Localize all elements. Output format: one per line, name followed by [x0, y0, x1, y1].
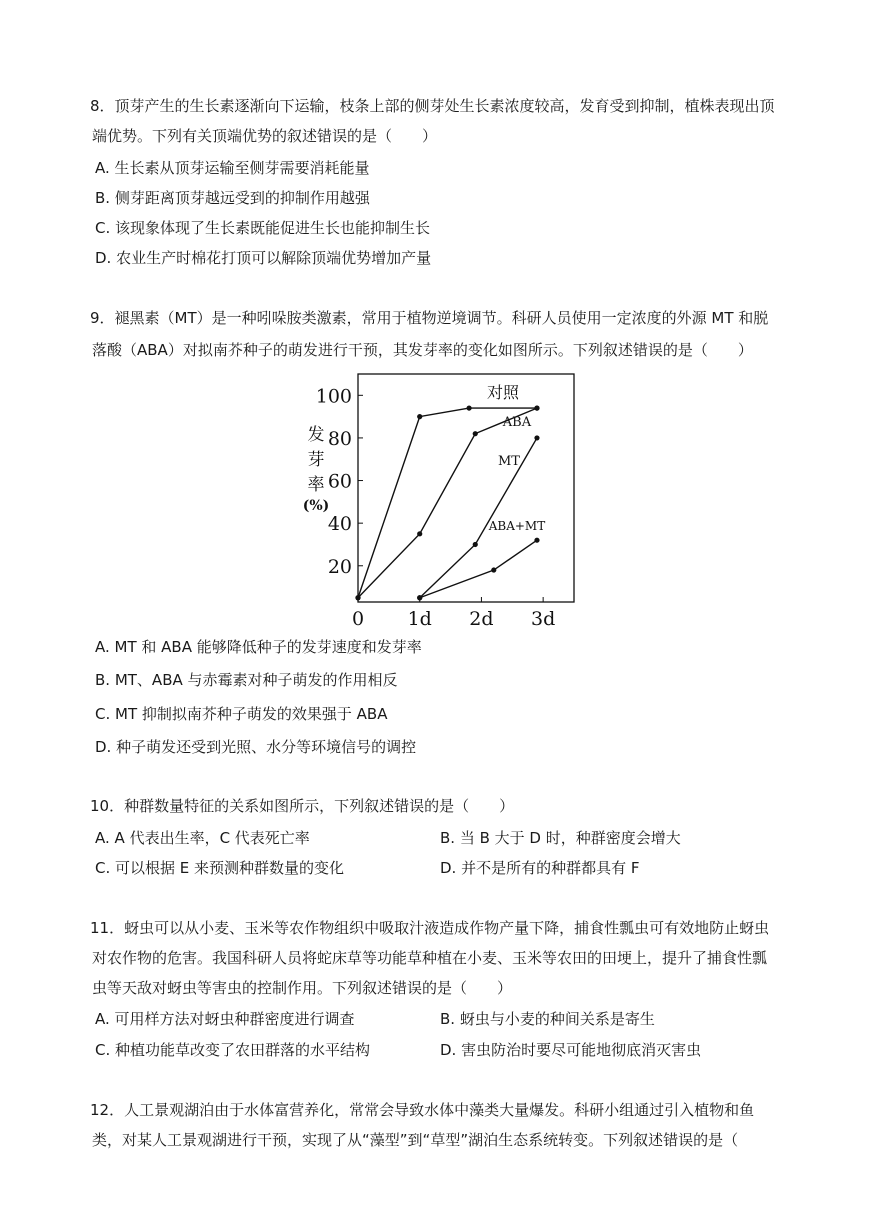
y-tick-label: 20 — [327, 555, 352, 578]
q8-option-a: A. 生长素从顶芽运输至侧芽需要消耗能量 — [95, 159, 370, 177]
q12-stem-line-2: 类，对某人工景观湖进行干预，实现了从“藻型”到“草型”湖泊生态系统转变。下列叙述错误的是（ — [92, 1131, 739, 1149]
x-tick-label: 3d — [531, 608, 556, 630]
series-line-1 — [358, 408, 537, 598]
q9-option-d: D. 种子萌发还受到光照、水分等环境信号的调控 — [95, 738, 417, 756]
q10-option-a: A. A 代表出生率，C 代表死亡率 — [95, 829, 310, 847]
x-tick-label: 2d — [469, 608, 494, 630]
data-point — [417, 531, 422, 536]
data-point — [417, 414, 422, 419]
q10-option-d: D. 并不是所有的种群都具有 F — [440, 859, 640, 877]
data-point — [473, 542, 478, 547]
q9-option-a: A. MT 和 ABA 能够降低种子的发芽速度和发芽率 — [95, 638, 422, 656]
series-label: ABA — [502, 415, 532, 431]
y-axis-label-part: 率 — [307, 475, 325, 495]
x-tick-label: 0 — [351, 608, 365, 630]
data-point — [534, 435, 539, 440]
y-tick-label: 80 — [327, 427, 352, 450]
y-tick-label: 60 — [327, 470, 352, 493]
data-point — [466, 405, 471, 410]
y-tick-label: 40 — [327, 513, 352, 536]
q11-option-c: C. 种植功能草改变了农田群落的水平结构 — [95, 1041, 371, 1059]
q11-option-d: D. 害虫防治时要尽可能地彻底消灭害虫 — [440, 1041, 702, 1059]
q10-stem: 10．种群数量特征的关系如图所示，下列叙述错误的是（ ） — [90, 797, 515, 815]
q8-stem-line-2: 端优势。下列有关顶端优势的叙述错误的是（ ） — [92, 127, 438, 145]
y-axis-label-part: 发 — [307, 425, 325, 445]
data-point — [491, 567, 496, 572]
data-point — [417, 595, 422, 600]
q11-stem-line-3: 虫等天敌对蚜虫等害虫的控制作用。下列叙述错误的是（ ） — [92, 979, 513, 997]
series-line-3 — [420, 540, 537, 598]
data-point — [534, 405, 539, 410]
series-lines — [358, 408, 537, 598]
x-tick-label: 1d — [407, 608, 432, 630]
series-label: 对照 — [486, 383, 519, 403]
q11-stem-line-1: 11．蚜虫可以从小麦、玉米等农作物组织中吸取汁液造成作物产量下降，捕食性瓢虫可有效地防止蚜虫 — [90, 919, 770, 937]
q10-option-c: C. 可以根据 E 来预测种群数量的变化 — [95, 859, 345, 877]
series-label: MT — [497, 453, 520, 469]
germination-rate-chart — [290, 370, 590, 635]
series-label: ABA+MT — [488, 519, 546, 534]
q9-option-c: C. MT 抑制拟南芥种子萌发的效果强于 ABA — [95, 705, 388, 723]
q8-option-b: B. 侧芽距离顶芽越远受到的抑制作用越强 — [95, 189, 370, 207]
q11-option-b: B. 蚜虫与小麦的种间关系是寄生 — [440, 1010, 655, 1028]
y-axis-label — [303, 425, 330, 514]
q8-option-c: C. 该现象体现了生长素既能促进生长也能抑制生长 — [95, 219, 431, 237]
data-point — [534, 538, 539, 543]
q10-option-b: B. 当 B 大于 D 时，种群密度会增大 — [440, 829, 681, 847]
q9-stem-line-1: 9．褪黑素（MT）是一种吲哚胺类激素，常用于植物逆境调节。科研人员使用一定浓度的外源 MT 和脱 — [90, 309, 769, 327]
y-tick-label: 100 — [315, 385, 352, 408]
data-point — [473, 431, 478, 436]
q8-stem-line-1: 8．顶芽产生的生长素逐渐向下运输，枝条上部的侧芽处生长素浓度较高，发育受到抑制，植株表现出顶 — [90, 97, 775, 115]
q9-stem-line-2: 落酸（ABA）对拟南芥种子的萌发进行干预，其发芽率的变化如图所示。下列叙述错误的是（ ） — [92, 341, 753, 359]
y-axis-label-part: (%) — [302, 498, 330, 514]
q11-option-a: A. 可用样方法对蚜虫种群密度进行调查 — [95, 1010, 355, 1028]
q9-option-b: B. MT、ABA 与赤霉素对种子萌发的作用相反 — [95, 671, 398, 689]
q12-stem-line-1: 12．人工景观湖泊由于水体富营养化，常常会导致水体中藻类大量爆发。科研小组通过引入植物和鱼 — [90, 1101, 755, 1119]
y-axis-label-part: 芽 — [307, 450, 325, 470]
data-point — [355, 595, 360, 600]
q8-option-d: D. 农业生产时棉花打顶可以解除顶端优势增加产量 — [95, 249, 432, 267]
q11-stem-line-2: 对农作物的危害。我国科研人员将蛇床草等功能草种植在小麦、玉米等农田的田埂上，提升了捕食性瓢 — [92, 949, 768, 967]
